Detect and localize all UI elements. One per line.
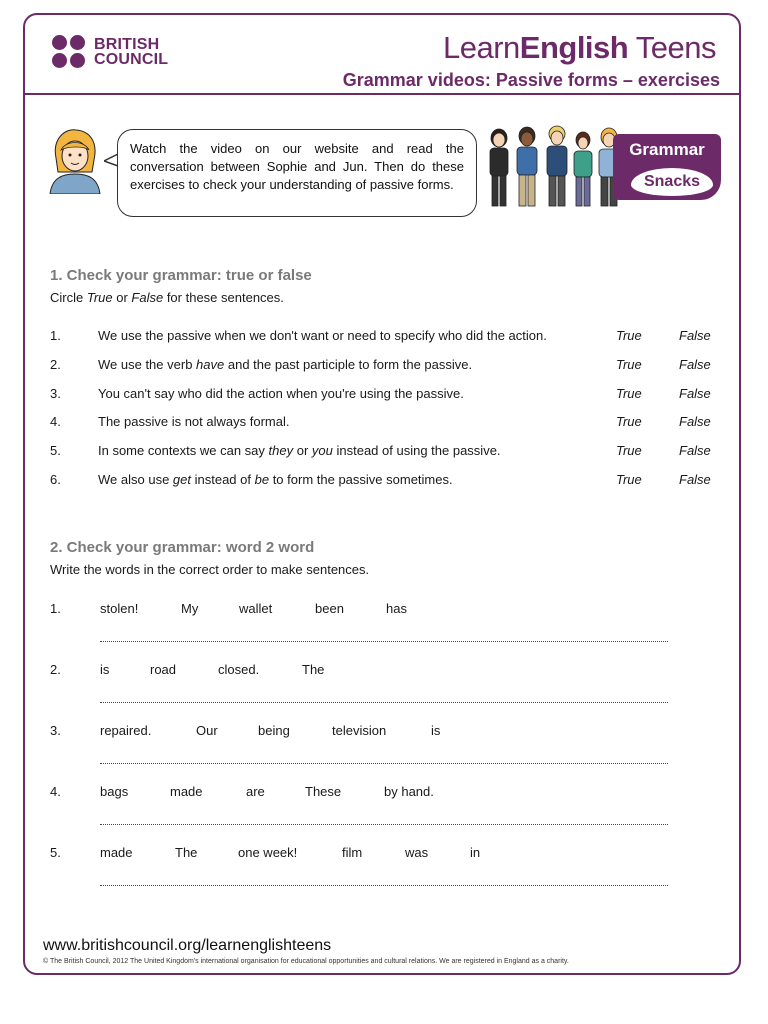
- statement-fragment: instead of: [191, 472, 255, 487]
- instruction-text: for these sentences.: [163, 290, 284, 305]
- jumbled-word: television: [332, 723, 387, 738]
- jumbled-word: are: [246, 784, 265, 799]
- footer-copyright: © The British Council, 2012 The United Kingdom's international organisation for educational opportunities and cultural relations. We are registered in England as a charity.: [43, 958, 569, 965]
- jumbled-word: wallet: [239, 601, 273, 616]
- jumbled-word: repaired.: [100, 723, 152, 738]
- jumbled-word: The: [302, 662, 325, 677]
- badge-grammar-label: Grammar: [629, 140, 705, 159]
- statement-fragment: The passive is not always formal.: [98, 414, 290, 430]
- statement-fragment: You can't say who did the action when you're using the passive.: [98, 385, 464, 401]
- tf-item: [50, 357, 720, 377]
- section2-instruction: Write the words in the correct order to make sentences.: [50, 562, 370, 577]
- item-number: 2.: [50, 662, 61, 677]
- emphasis-word: get: [172, 472, 191, 487]
- true-option[interactable]: True: [616, 356, 642, 372]
- false-option[interactable]: False: [679, 356, 711, 372]
- tf-item: [50, 443, 720, 463]
- answer-line[interactable]: [100, 824, 668, 825]
- statement-fragment: In some contexts we can say: [98, 443, 269, 459]
- statement-text: [98, 443, 501, 458]
- tf-item: [50, 472, 720, 492]
- true-option[interactable]: True: [616, 385, 642, 401]
- answer-line[interactable]: [100, 763, 668, 764]
- jumbled-word: is: [431, 723, 441, 738]
- british-council-logo: [52, 35, 168, 69]
- jumbled-word: road: [150, 662, 177, 677]
- item-number: 4.: [50, 414, 61, 430]
- instruction-true-word: True: [86, 290, 113, 305]
- tf-item: [50, 328, 720, 348]
- jumbled-word: has: [386, 601, 407, 616]
- learnenglish-teens-logo: [443, 30, 716, 66]
- section2-heading: 2. Check your grammar: word 2 word: [50, 539, 315, 556]
- characters-group-illustration: [485, 124, 630, 210]
- tf-item: [50, 386, 720, 406]
- logo-teens: Teens: [628, 30, 716, 65]
- statement-fragment: We use the passive when we don't want or need to specify who did the action.: [98, 328, 547, 343]
- jumbled-word: in: [470, 845, 481, 860]
- emphasis-word: have: [196, 356, 225, 372]
- jumbled-word: been: [315, 601, 344, 616]
- emphasis-word: they: [268, 443, 294, 459]
- false-option[interactable]: False: [679, 328, 711, 343]
- emphasis-word: be: [254, 472, 270, 487]
- jumbled-word: was: [405, 845, 429, 860]
- jumbled-word: The: [175, 845, 198, 860]
- answer-line[interactable]: [100, 885, 668, 886]
- footer-url[interactable]: www.britishcouncil.org/learnenglishteens: [43, 937, 332, 954]
- jumbled-word: made: [100, 845, 133, 860]
- statement-text: [98, 386, 464, 401]
- true-option[interactable]: True: [616, 472, 642, 487]
- statement-fragment: instead of using the passive.: [332, 443, 501, 459]
- page-title: Grammar videos: Passive forms – exercises: [342, 70, 720, 90]
- jumbled-word: one week!: [238, 845, 298, 860]
- logo-line-british: BRITISH: [94, 36, 160, 53]
- true-option[interactable]: True: [616, 414, 642, 430]
- jumbled-word: film: [342, 845, 363, 860]
- tf-item: [50, 414, 720, 434]
- answer-line[interactable]: [100, 702, 668, 703]
- word-order-item: [50, 662, 690, 682]
- section1-heading: 1. Check your grammar: true or false: [50, 267, 312, 284]
- statement-fragment: We use the verb: [98, 356, 197, 372]
- word-order-item: [50, 845, 690, 865]
- statement-text: [98, 328, 547, 343]
- jumbled-word: by hand.: [384, 784, 434, 799]
- item-number: 5.: [50, 845, 61, 860]
- jumbled-word: My: [181, 601, 199, 616]
- british-council-dots-icon: [52, 35, 88, 69]
- section1-instruction: [50, 290, 284, 305]
- statement-fragment: We also use: [98, 472, 173, 487]
- badge-snacks-label: Snacks: [631, 168, 713, 196]
- false-option[interactable]: False: [679, 414, 711, 430]
- statement-text: [98, 414, 289, 429]
- word-order-item: [50, 784, 690, 804]
- item-number: 5.: [50, 443, 61, 459]
- sophie-avatar-icon: [46, 128, 104, 194]
- jumbled-word: stolen!: [100, 601, 139, 616]
- jumbled-word: bags: [100, 784, 129, 799]
- item-number: 1.: [50, 601, 61, 616]
- word-order-item: [50, 723, 690, 743]
- statement-fragment: to form the passive sometimes.: [269, 472, 453, 487]
- answer-line[interactable]: [100, 641, 668, 642]
- instruction-false-word: False: [131, 290, 164, 305]
- item-number: 4.: [50, 784, 61, 799]
- statement-fragment: and the past participle to form the passive.: [224, 356, 473, 372]
- false-option[interactable]: False: [679, 472, 711, 487]
- jumbled-word: Our: [196, 723, 218, 738]
- item-number: 2.: [50, 356, 61, 372]
- statement-text: [98, 357, 472, 372]
- statement-text: [98, 472, 453, 487]
- logo-learn: Learn: [442, 30, 520, 65]
- false-option[interactable]: False: [679, 385, 711, 401]
- jumbled-word: closed.: [218, 662, 260, 677]
- true-option[interactable]: True: [616, 443, 642, 459]
- emphasis-word: you: [311, 443, 333, 459]
- jumbled-word: being: [258, 723, 290, 738]
- item-number: 3.: [50, 385, 61, 401]
- logo-english: English: [519, 30, 629, 65]
- word-order-item: [50, 601, 690, 621]
- item-number: 3.: [50, 723, 61, 738]
- speech-bubble: Watch the video on our website and read the conversation between Sophie and Jun. Then do these exercises to check your understanding of passive forms.: [117, 129, 477, 217]
- item-number: 1.: [50, 328, 61, 343]
- jumbled-word: These: [305, 784, 342, 799]
- false-option[interactable]: False: [679, 443, 711, 459]
- grammar-snacks-badge: [613, 134, 721, 200]
- header-divider: [23, 93, 741, 95]
- statement-fragment: or: [293, 443, 312, 459]
- true-option[interactable]: True: [616, 328, 642, 343]
- jumbled-word: is: [100, 662, 110, 677]
- jumbled-word: made: [170, 784, 203, 799]
- instruction-text: Circle: [50, 290, 87, 305]
- logo-line-council: COUNCIL: [94, 51, 169, 68]
- instruction-text: or: [112, 290, 132, 305]
- item-number: 6.: [50, 472, 61, 487]
